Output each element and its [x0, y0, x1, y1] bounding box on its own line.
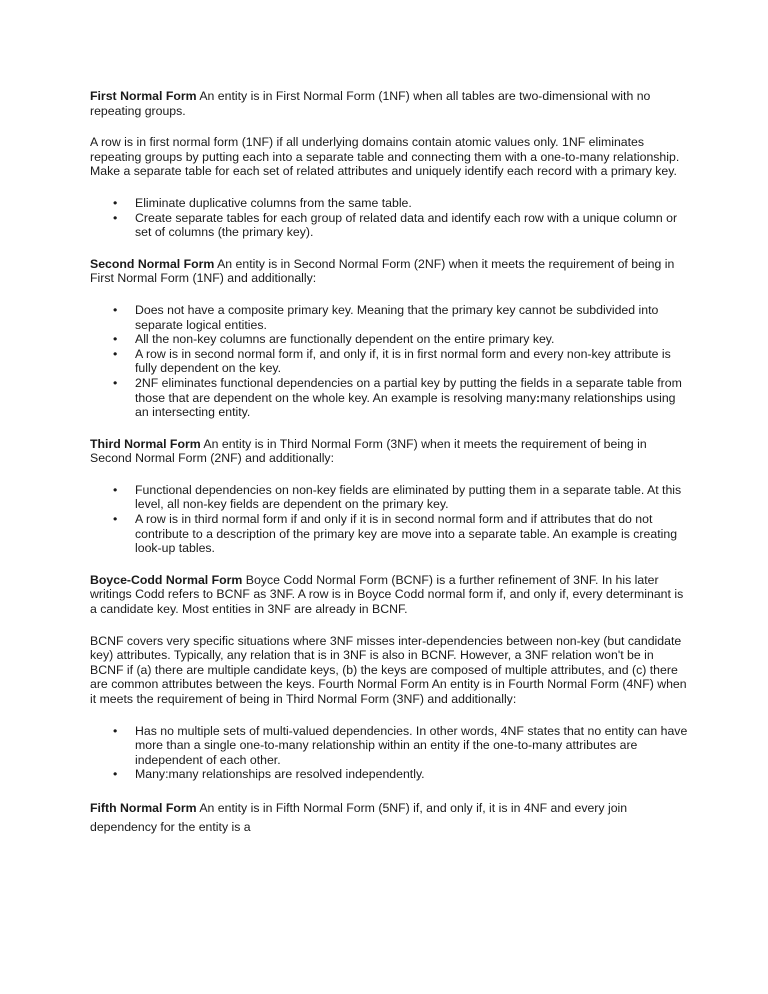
- fifth-nf-intro: Fifth Normal Form An entity is in Fifth Normal Form (5NF) if, and only if, it is in 4NF and every join dependency for the entity is a: [90, 800, 628, 834]
- third-nf-intro: Third Normal Form An entity is in Third Normal Form (3NF) when it meets the requirement of being in Second Normal Form (2NF) and additionally:: [90, 436, 647, 466]
- first-nf-list: [90, 196, 688, 240]
- bullet-icon: •: [113, 767, 118, 782]
- third-nf-list: [90, 483, 688, 556]
- list-item: • Eliminate duplicative columns from the same table.: [113, 195, 412, 210]
- first-nf-intro: First Normal Form An entity is in First Normal Form (1NF) when all tables are two-dimensional with no repeating groups.: [90, 89, 651, 118]
- second-nf-list: [90, 303, 688, 420]
- list-item: • All the non-key columns are functionally dependent on the entire primary key.: [113, 332, 555, 347]
- fourth-nf-list: [90, 724, 688, 782]
- second-nf-heading: Second Normal Form: [90, 256, 215, 271]
- list-item: • Many:many relationships are resolved independently.: [113, 767, 425, 782]
- bcnf-heading: Boyce-Codd Normal Form: [90, 572, 243, 587]
- list-item: • Create separate tables for each group of related data and identify each row with a unique column or set of columns (the primary key).: [113, 210, 678, 240]
- bullet-icon: •: [113, 482, 118, 497]
- bullet-icon: •: [113, 723, 118, 738]
- list-item: • A row is in second normal form if, and only if, it is in first normal form and every non-key attribute is fully dependent on the key.: [113, 346, 671, 376]
- second-nf-intro: Second Normal Form An entity is in Second Normal Form (2NF) when it meets the requirement of being in First Normal Form (1NF) and additionally:: [90, 256, 675, 286]
- bullet-icon: •: [113, 302, 118, 317]
- bullet-icon: •: [113, 210, 118, 225]
- third-nf-heading: Third Normal Form: [90, 436, 201, 451]
- list-item: • A row is in third normal form if and only if it is in second normal form and if attributes that do not contribute to a description of the primary key are move into a separate table. An example is creating look-up tables.: [113, 512, 678, 556]
- bullet-icon: •: [113, 195, 118, 210]
- list-item: • Functional dependencies on non-key fields are eliminated by putting them in a separate table. At this level, all non-key fields are dependent on the primary key.: [113, 482, 682, 512]
- first-nf-paragraph: A row is in first normal form (1NF) if all underlying domains contain atomic values only. 1NF eliminates repeating groups by putting each into a separate table and connecting them with a one-to-many relationship. Make a separate table for each set of related attributes and uniquely identify each record with a primary key.: [90, 135, 680, 179]
- bullet-icon: •: [113, 346, 118, 361]
- bullet-icon: •: [113, 512, 118, 527]
- bullet-icon: •: [113, 332, 118, 347]
- fifth-nf-heading: Fifth Normal Form: [90, 800, 197, 815]
- bcnf-intro: Boyce-Codd Normal Form Boyce Codd Normal Form (BCNF) is a further refinement of 3NF. In his later writings Codd refers to BCNF as 3NF. A row is in Boyce Codd normal form if, and only if, every determinant is a candidate key. Most entities in 3NF are already in BCNF.: [90, 572, 684, 617]
- first-nf-heading: First Normal Form: [90, 89, 197, 103]
- list-item: • 2NF eliminates functional dependencies on a partial key by putting the fields in a separate table from those that are dependent on the whole key. An example is resolving many:many relationships using an intersecting entity.: [113, 375, 682, 420]
- list-item: • Does not have a composite primary key. Meaning that the primary key cannot be subdivided into separate logical entities.: [113, 302, 659, 332]
- list-item: • Has no multiple sets of multi-valued dependencies. In other words, 4NF states that no entity can have more than a single one-to-many relationship within an entity if the one-to-many attributes are independent of each other.: [113, 723, 688, 767]
- bcnf-paragraph: BCNF covers very specific situations where 3NF misses inter-dependencies between non-key (but candidate key) attributes. Typically, any relation that is in 3NF is also in BCNF. However, a 3NF relation won't be in BCNF if (a) there are multiple candidate keys, (b) the keys are composed of multiple attributes, and (c) there are common attributes between the keys. Fourth Normal Form An entity is in Fourth Normal Form (4NF) when it meets the requirement of being in Third Normal Form (3NF) and additionally:: [90, 633, 687, 706]
- bullet-icon: •: [113, 375, 118, 390]
